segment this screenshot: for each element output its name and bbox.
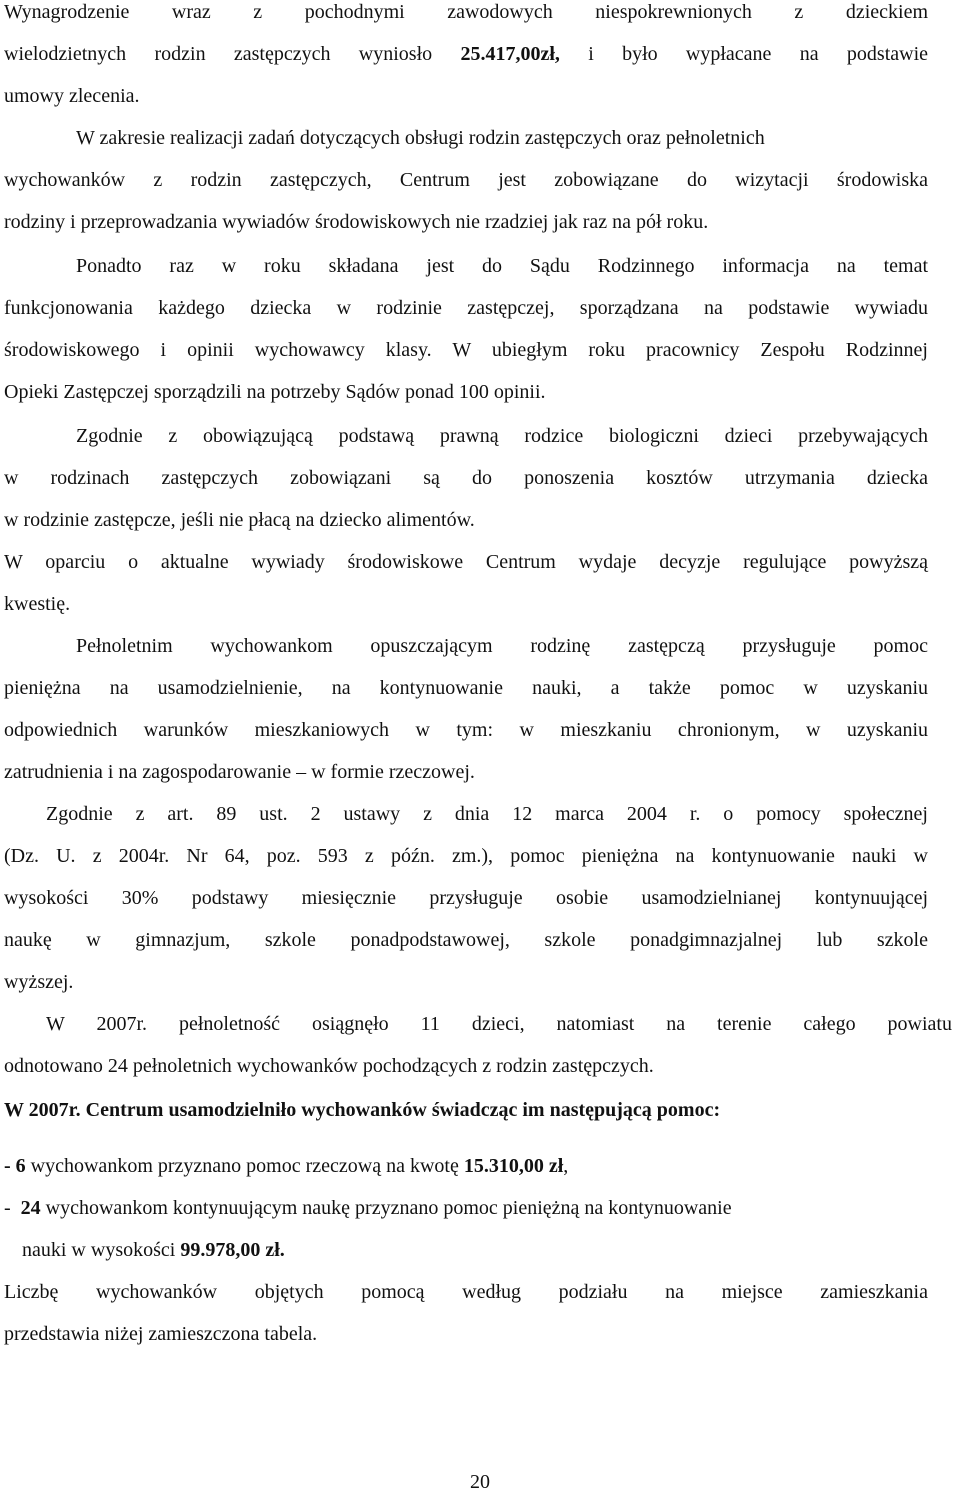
text-line: W 2007r. pełnoletność osiągnęło 11 dzieci, natomiast na terenie całego powiatu — [46, 1013, 952, 1035]
text-line: pieniężna na usamodzielnienie, na kontynuowanie nauki, a także pomoc w uzyskaniu — [4, 677, 928, 699]
text-line: wielodzietnych rodzin zastępczych wyniosło 25.417,00zł, i było wypłacane na podstawie — [4, 43, 929, 65]
list-item: - 6 wychowankom przyznano pomoc rzeczową na kwotę 15.310,00 zł, — [4, 1155, 569, 1177]
text-line: rodziny i przeprowadzania wywiadów środowiskowych nie rzadziej jak raz na pół roku. — [4, 211, 709, 233]
page-number: 20 — [470, 1471, 490, 1493]
list-item: - 24 wychowankom kontynuującym naukę przyznano pomoc pieniężną na kontynuowanie — [4, 1197, 732, 1219]
text-line: naukę w gimnazjum, szkole ponadpodstawowej, szkole ponadgimnazjalnej lub szkole — [4, 929, 928, 951]
text-line: przedstawia niżej zamieszczona tabela. — [4, 1323, 318, 1345]
text-line: kwestię. — [4, 593, 71, 615]
text-line: Liczbę wychowanków objętych pomocą według podziału na miejsce zamieszkania — [4, 1281, 928, 1303]
text-line-heading: W 2007r. Centrum usamodzielniło wychowanków świadcząc im następującą pomoc: — [4, 1099, 721, 1121]
text-line: (Dz. U. z 2004r. Nr 64, poz. 593 z późn. zm.), pomoc pieniężna na kontynuowanie nauki w — [4, 845, 928, 867]
text-line: W oparciu o aktualne wywiady środowiskowe Centrum wydaje decyzje regulujące powyższą — [4, 551, 928, 573]
text-line: Opieki Zastępczej sporządzili na potrzeby Sądów ponad 100 opinii. — [4, 381, 546, 403]
text-line: W zakresie realizacji zadań dotyczących obsługi rodzin zastępczych oraz pełnoletnich — [76, 127, 765, 149]
text-line: odpowiednich warunków mieszkaniowych w tym: w mieszkaniu chronionym, w uzyskaniu — [4, 719, 928, 741]
text-line: Pełnoletnim wychowankom opuszczającym rodzinę zastępczą przysługuje pomoc — [76, 635, 928, 657]
text-line: Zgodnie z obowiązującą podstawą prawną rodzice biologiczni dzieci przebywających — [76, 425, 928, 447]
text-line: Zgodnie z art. 89 ust. 2 ustawy z dnia 12 marca 2004 r. o pomocy społecznej — [46, 803, 928, 825]
text-line: umowy zlecenia. — [4, 85, 140, 107]
text-line: Wynagrodzenie wraz z pochodnymi zawodowych niespokrewnionych z dzieckiem — [4, 1, 928, 23]
text-line: wysokości 30% podstawy miesięcznie przysługuje osobie usamodzielnianej kontynuującej — [4, 887, 928, 909]
text-line: w rodzinach zastępczych zobowiązani są do ponoszenia kosztów utrzymania dziecka — [4, 467, 928, 489]
text-line: środowiskowego i opinii wychowawcy klasy. W ubiegłym roku pracownicy Zespołu Rodzinnej — [4, 339, 928, 361]
text-line: Ponadto raz w roku składana jest do Sądu Rodzinnego informacja na temat — [76, 255, 928, 277]
text-line: wychowanków z rodzin zastępczych, Centrum jest zobowiązane do wizytacji środowiska — [4, 169, 928, 191]
text-line: wyższej. — [4, 971, 74, 993]
text-line: funkcjonowania każdego dziecka w rodzinie zastępczej, sporządzana na podstawie wywiadu — [4, 297, 928, 319]
text-line: zatrudnienia i na zagospodarowanie – w formie rzeczowej. — [4, 761, 475, 783]
text-line: w rodzinie zastępcze, jeśli nie płacą na dziecko alimentów. — [4, 509, 475, 531]
text-line: odnotowano 24 pełnoletnich wychowanków pochodzących z rodzin zastępczych. — [4, 1055, 654, 1077]
list-item-continuation: nauki w wysokości 99.978,00 zł. — [22, 1239, 285, 1261]
